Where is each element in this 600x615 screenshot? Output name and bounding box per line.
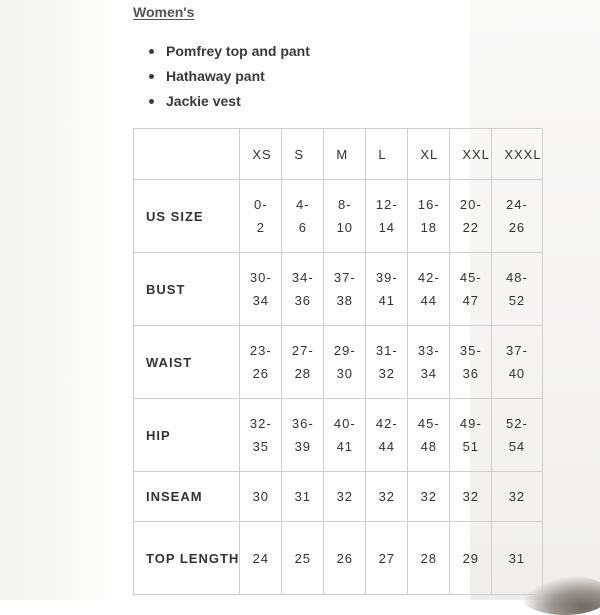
- header-cell-empty: [134, 129, 240, 180]
- table-cell: 32: [366, 472, 408, 522]
- table-cell: 32: [324, 472, 366, 522]
- table-cell: 33- 34: [408, 326, 450, 399]
- left-page-margin: [0, 0, 118, 600]
- table-cell: 45- 48: [408, 399, 450, 472]
- header-cell-s: S: [282, 129, 324, 180]
- table-row: [134, 180, 543, 253]
- table-cell: 52- 54: [492, 399, 542, 472]
- table-cell: 32: [408, 472, 450, 522]
- table-cell: 23- 26: [240, 326, 282, 399]
- header-cell-xxl: XXL: [450, 129, 492, 180]
- row-label: TOP LENGTH: [134, 522, 240, 595]
- garment-item: Pomfrey top and pant: [149, 42, 310, 67]
- table-cell: 27: [366, 522, 408, 595]
- table-cell: 30: [240, 472, 282, 522]
- table-cell: 49- 51: [450, 399, 492, 472]
- table-cell: 42- 44: [408, 253, 450, 326]
- table-cell: 8- 10: [324, 180, 366, 253]
- table-cell: 0- 2: [240, 180, 282, 253]
- table-header-row: [134, 129, 543, 180]
- table-cell: 25: [282, 522, 324, 595]
- table-cell: 31: [282, 472, 324, 522]
- table-cell: 37- 40: [492, 326, 542, 399]
- header-cell-l: L: [366, 129, 408, 180]
- table-row: [134, 253, 543, 326]
- table-row: [134, 472, 543, 522]
- garment-item: Hathaway pant: [149, 67, 310, 92]
- table-cell: 16- 18: [408, 180, 450, 253]
- table-cell: 36- 39: [282, 399, 324, 472]
- row-label: HIP: [134, 399, 240, 472]
- table-cell: 40- 41: [324, 399, 366, 472]
- table-cell: 12- 14: [366, 180, 408, 253]
- table-cell: 32: [492, 472, 542, 522]
- table-cell: 32- 35: [240, 399, 282, 472]
- row-label: WAIST: [134, 326, 240, 399]
- row-label: US SIZE: [134, 180, 240, 253]
- header-cell-xs: XS: [240, 129, 282, 180]
- table-cell: 30- 34: [240, 253, 282, 326]
- table-cell: 48- 52: [492, 253, 542, 326]
- table-cell: 31- 32: [366, 326, 408, 399]
- table-cell: 29- 30: [324, 326, 366, 399]
- table-cell: 29: [450, 522, 492, 595]
- table-cell: 32: [450, 472, 492, 522]
- header-cell-xxxl: XXXL: [492, 129, 542, 180]
- table-cell: 37- 38: [324, 253, 366, 326]
- row-label: INSEAM: [134, 472, 240, 522]
- table-cell: 45- 47: [450, 253, 492, 326]
- table-cell: 20- 22: [450, 180, 492, 253]
- table-row: [134, 399, 543, 472]
- table-cell: 42- 44: [366, 399, 408, 472]
- table-cell: 24: [240, 522, 282, 595]
- header-cell-m: M: [324, 129, 366, 180]
- table-cell: 26: [324, 522, 366, 595]
- section-heading-womens: Women's: [133, 4, 195, 20]
- row-label: BUST: [134, 253, 240, 326]
- table-cell: 4- 6: [282, 180, 324, 253]
- table-cell: 35- 36: [450, 326, 492, 399]
- table-cell: 27- 28: [282, 326, 324, 399]
- table-cell: 39- 41: [366, 253, 408, 326]
- table-cell: 34- 36: [282, 253, 324, 326]
- table-cell: 28: [408, 522, 450, 595]
- size-chart-table: [133, 128, 543, 595]
- table-cell: 24- 26: [492, 180, 542, 253]
- header-cell-xl: XL: [408, 129, 450, 180]
- garment-list: [149, 42, 310, 117]
- table-cell: 31: [492, 522, 542, 595]
- garment-item: Jackie vest: [149, 92, 310, 117]
- table-row: [134, 522, 543, 595]
- table-row: [134, 326, 543, 399]
